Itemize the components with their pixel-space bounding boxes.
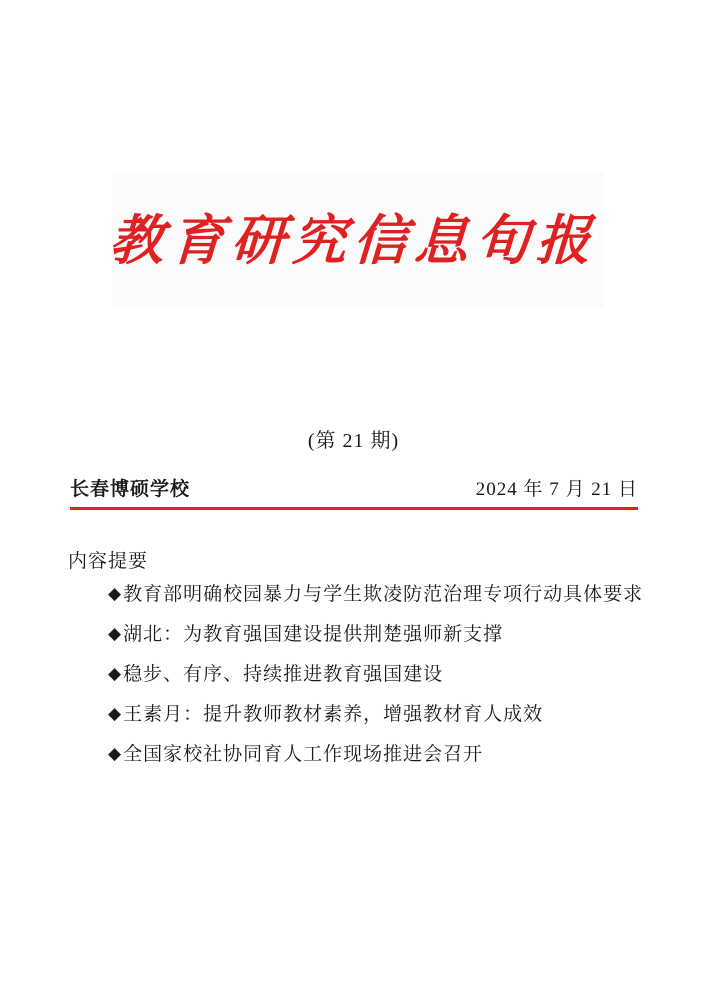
list-item <box>108 743 643 766</box>
diamond-bullet-icon: ◆ <box>108 624 123 643</box>
issue-number: (第 21 期) <box>307 430 400 452</box>
list-item <box>108 583 643 606</box>
publication-date: 2024 年 7 月 21 日 <box>475 479 638 500</box>
organization-name: 长春博硕学校 <box>70 479 191 500</box>
header-row <box>70 474 638 501</box>
diamond-bullet-icon: ◆ <box>108 704 123 723</box>
list-item-text: 全国家校社协同育人工作现场推进会召开 <box>123 744 484 765</box>
diamond-bullet-icon: ◆ <box>108 584 123 603</box>
list-item <box>108 663 643 686</box>
red-divider-rule <box>70 507 638 510</box>
list-item-text: 稳步、有序、持续推进教育强国建设 <box>123 664 444 685</box>
list-item <box>108 703 643 726</box>
masthead-title: 教育研究信息旬报 <box>107 211 599 271</box>
summary-list <box>108 583 643 783</box>
diamond-bullet-icon: ◆ <box>108 744 123 763</box>
list-item-text: 湖北：为教育强国建设提供荆楚强师新支撑 <box>123 624 504 645</box>
list-item-text: 王素月：提升教师教材素养，增强教材育人成效 <box>123 704 544 725</box>
list-item-text: 教育部明确校园暴力与学生欺凌防范治理专项行动具体要求 <box>123 584 644 605</box>
list-item <box>108 623 643 646</box>
summary-heading: 内容提要 <box>68 551 149 572</box>
diamond-bullet-icon: ◆ <box>108 664 123 683</box>
